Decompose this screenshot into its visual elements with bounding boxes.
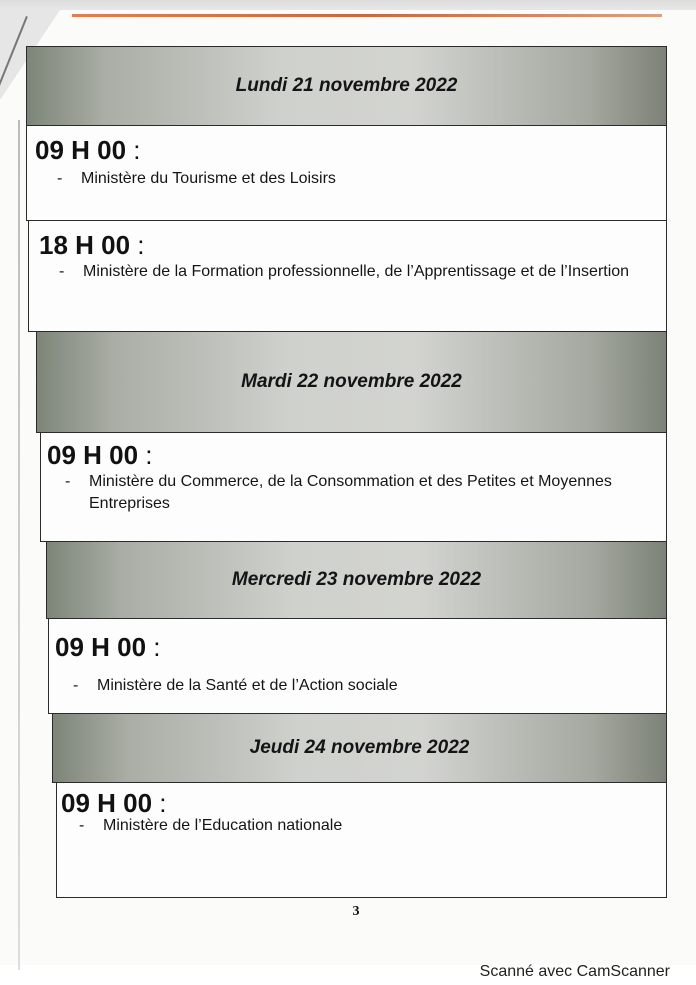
ministry-name: Ministère du Tourisme et des Loisirs (81, 170, 336, 187)
day-header-label: Jeudi 24 novembre 2022 (249, 737, 470, 758)
slot-time-value: 09 H 00 (35, 135, 127, 165)
day-header-label: Mardi 22 novembre 2022 (241, 371, 462, 392)
time-slot (28, 220, 667, 332)
slot-time-value: 09 H 00 (55, 632, 147, 662)
slot-time-value: 09 H 00 (61, 788, 153, 818)
bullet-dash: - (59, 263, 65, 280)
slot-time (35, 136, 141, 164)
day-header-3 (46, 541, 667, 619)
day-header-label: Lundi 21 novembre 2022 (235, 75, 458, 96)
list-item (57, 168, 637, 190)
slot-time (61, 789, 167, 817)
slot-time-value: 09 H 00 (47, 440, 139, 470)
slot-time-colon: : (130, 230, 145, 260)
bullet-dash: - (57, 170, 63, 187)
slot-time (47, 441, 153, 469)
day-header-2 (36, 331, 667, 433)
ministry-name: Ministère de l’Education nationale (103, 817, 343, 834)
day-header-4 (52, 713, 667, 783)
bullet-dash: - (65, 473, 71, 490)
slot-time (39, 231, 145, 259)
bullet-dash: - (73, 677, 79, 694)
time-slot (26, 125, 667, 221)
page-edge-shadow (72, 14, 662, 17)
slot-time-colon: : (126, 135, 141, 165)
day-header-1 (26, 46, 667, 126)
day-header-label: Mercredi 23 novembre 2022 (231, 569, 482, 590)
list-item (65, 471, 635, 515)
list-item (73, 675, 633, 697)
ministry-name: Ministère de la Formation professionnelle, de l’Apprentissage et de l’Insertion (83, 263, 630, 280)
time-slot (40, 432, 667, 542)
list-item (59, 261, 643, 283)
page-left-edge (18, 120, 20, 970)
slot-time-colon: : (138, 440, 153, 470)
time-slot (56, 782, 667, 898)
slot-time-value: 18 H 00 (39, 230, 131, 260)
slot-time-colon: : (152, 788, 167, 818)
page-number: 3 (352, 904, 360, 919)
bullet-dash: - (79, 817, 85, 834)
scanner-watermark: Scanné avec CamScanner (479, 963, 670, 980)
ministry-name: Ministère du Commerce, de la Consommation et des Petites et Moyennes Entreprises (89, 473, 612, 512)
ministry-name: Ministère de la Santé et de l’Action sociale (97, 677, 398, 694)
time-slot (48, 618, 667, 714)
slot-time (55, 633, 161, 661)
slot-time-colon: : (146, 632, 161, 662)
list-item (79, 815, 639, 837)
